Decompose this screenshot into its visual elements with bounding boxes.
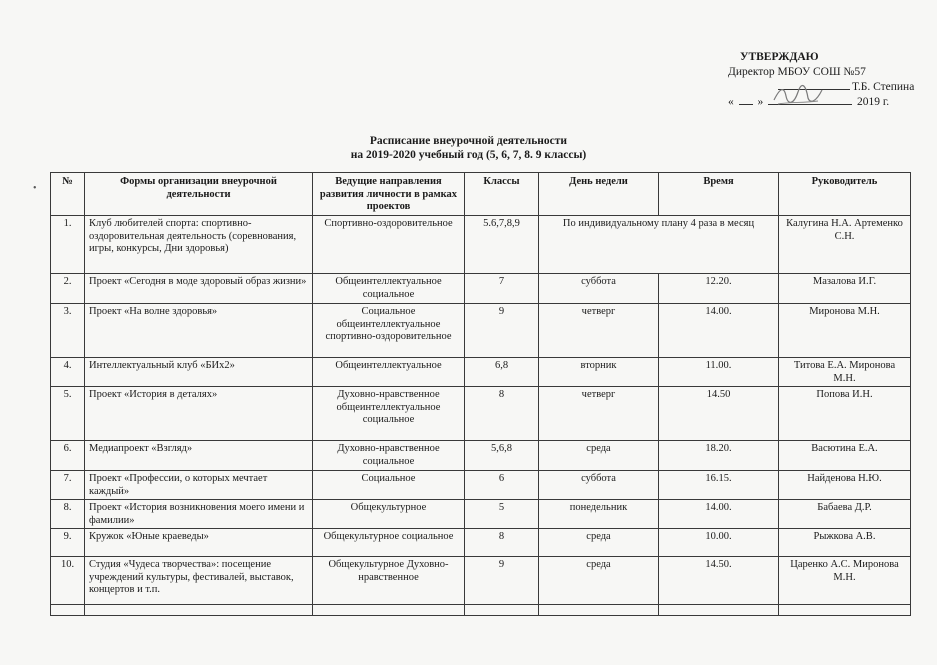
handwritten-signature <box>772 82 824 108</box>
row-leader: Миронова М.Н. <box>779 304 911 358</box>
row-leader: Попова И.Н. <box>779 387 911 441</box>
row-num: 1. <box>51 216 85 274</box>
empty-cell <box>659 605 779 616</box>
empty-cell <box>85 605 313 616</box>
table-row <box>51 529 911 557</box>
row-form: Проект «Профессии, о которых мечтает каждый» <box>85 471 313 500</box>
table-row <box>51 557 911 605</box>
row-day: четверг <box>539 304 659 358</box>
row-leader: Рыжкова А.В. <box>779 529 911 557</box>
row-direction: Спортивно-оздоровительное <box>313 216 465 274</box>
row-num: 6. <box>51 441 85 471</box>
row-day: среда <box>539 557 659 605</box>
row-time: 14.00. <box>659 304 779 358</box>
row-direction: Общеинтеллектуальное социальное <box>313 274 465 304</box>
table-row <box>51 387 911 441</box>
table-row <box>51 216 911 274</box>
table-row <box>51 471 911 500</box>
empty-cell <box>465 605 539 616</box>
header-num: № <box>51 173 85 216</box>
row-time: 10.00. <box>659 529 779 557</box>
row-form: Студия «Чудеса творчества»: посещение учреждений культуры, фестивалей, выставок, концертов и т.п. <box>85 557 313 605</box>
row-direction: Социальное <box>313 471 465 500</box>
row-form: Клуб любителей спорта: спортивно-оздоровительная деятельность (соревнования, игры, конкурсы, Дни здоровья) <box>85 216 313 274</box>
date-quote-close: » <box>757 96 764 108</box>
row-form: Кружок «Юные краеведы» <box>85 529 313 557</box>
row-num: 8. <box>51 500 85 529</box>
empty-cell <box>779 605 911 616</box>
row-direction: Общекультурное Духовно-нравственное <box>313 557 465 605</box>
row-leader: Мазалова И.Г. <box>779 274 911 304</box>
row-direction: Духовно-нравственное общеинтеллектуальное социальное <box>313 387 465 441</box>
row-classes: 8 <box>465 529 539 557</box>
row-day: суббота <box>539 274 659 304</box>
table-row <box>51 358 911 387</box>
row-form: Проект «Сегодня в моде здоровый образ жизни» <box>85 274 313 304</box>
row-classes: 6 <box>465 471 539 500</box>
empty-cell <box>313 605 465 616</box>
row-classes: 5 <box>465 500 539 529</box>
row-classes: 7 <box>465 274 539 304</box>
approval-name-line <box>728 80 928 95</box>
row-form: Проект «История в деталях» <box>85 387 313 441</box>
table-row-empty <box>51 605 911 616</box>
row-form: Проект «История возникновения моего имени и фамилии» <box>85 500 313 529</box>
row-num: 9. <box>51 529 85 557</box>
row-num: 7. <box>51 471 85 500</box>
row-time: 16.15. <box>659 471 779 500</box>
empty-cell <box>51 605 85 616</box>
approval-heading: УТВЕРЖДАЮ <box>740 51 819 63</box>
approval-year: 2019 г. <box>857 96 890 108</box>
row-day: среда <box>539 441 659 471</box>
row-leader: Найденова Н.Ю. <box>779 471 911 500</box>
row-day: вторник <box>539 358 659 387</box>
row-time: 14.00. <box>659 500 779 529</box>
approval-block <box>728 50 928 110</box>
row-classes: 6,8 <box>465 358 539 387</box>
approval-date-line <box>728 95 928 110</box>
row-time: 14.50 <box>659 387 779 441</box>
row-time: 18.20. <box>659 441 779 471</box>
row-classes: 8 <box>465 387 539 441</box>
row-num: 4. <box>51 358 85 387</box>
row-classes: 9 <box>465 557 539 605</box>
title-line-1: Расписание внеурочной деятельности <box>369 135 568 147</box>
margin-dot: • <box>33 183 37 194</box>
row-day: среда <box>539 529 659 557</box>
row-time: 12.20. <box>659 274 779 304</box>
row-day: суббота <box>539 471 659 500</box>
row-day: четверг <box>539 387 659 441</box>
row-num: 10. <box>51 557 85 605</box>
row-direction: Общеинтеллектуальное <box>313 358 465 387</box>
row-day: понедельник <box>539 500 659 529</box>
row-form: Медиапроект «Взгляд» <box>85 441 313 471</box>
approval-name: Т.Б. Степина <box>852 81 915 93</box>
schedule-table <box>50 172 911 616</box>
document-title <box>0 134 937 162</box>
header-leader: Руководитель <box>779 173 911 216</box>
approval-position: Директор МБОУ СОШ №57 <box>728 66 866 78</box>
row-leader: Царенко А.С. Миронова М.Н. <box>779 557 911 605</box>
row-form: Проект «На волне здоровья» <box>85 304 313 358</box>
row-leader: Титова Е.А. Миронова М.Н. <box>779 358 911 387</box>
row-schedule: По индивидуальному плану 4 раза в месяц <box>539 216 779 274</box>
header-direction: Ведущие направления развития личности в рамках проектов <box>313 173 465 216</box>
row-time: 11.00. <box>659 358 779 387</box>
empty-cell <box>539 605 659 616</box>
row-leader: Бабаева Д.Р. <box>779 500 911 529</box>
date-quote-open: « <box>728 96 734 108</box>
row-num: 5. <box>51 387 85 441</box>
row-direction: Социальное общеинтеллектуальное спортивно-оздоровительное <box>313 304 465 358</box>
title-line-2: на 2019-2020 учебный год (5, 6, 7, 8. 9 классы) <box>350 149 587 161</box>
row-num: 2. <box>51 274 85 304</box>
day-underline <box>739 104 753 105</box>
row-direction: Общекультурное социальное <box>313 529 465 557</box>
row-classes: 5.6,7,8,9 <box>465 216 539 274</box>
table-row <box>51 441 911 471</box>
header-time: Время <box>659 173 779 216</box>
table-row <box>51 274 911 304</box>
table-row <box>51 500 911 529</box>
row-num: 3. <box>51 304 85 358</box>
row-classes: 5,6,8 <box>465 441 539 471</box>
row-leader: Калугина Н.А. Артеменко С.Н. <box>779 216 911 274</box>
row-classes: 9 <box>465 304 539 358</box>
row-form: Интеллектуальный клуб «БИх2» <box>85 358 313 387</box>
table-row <box>51 304 911 358</box>
row-direction: Общекультурное <box>313 500 465 529</box>
table-header-row <box>51 173 911 216</box>
header-classes: Классы <box>465 173 539 216</box>
row-direction: Духовно-нравственное социальное <box>313 441 465 471</box>
header-form: Формы организации внеурочной деятельности <box>85 173 313 216</box>
row-leader: Васютина Е.А. <box>779 441 911 471</box>
row-time: 14.50. <box>659 557 779 605</box>
header-day: День недели <box>539 173 659 216</box>
